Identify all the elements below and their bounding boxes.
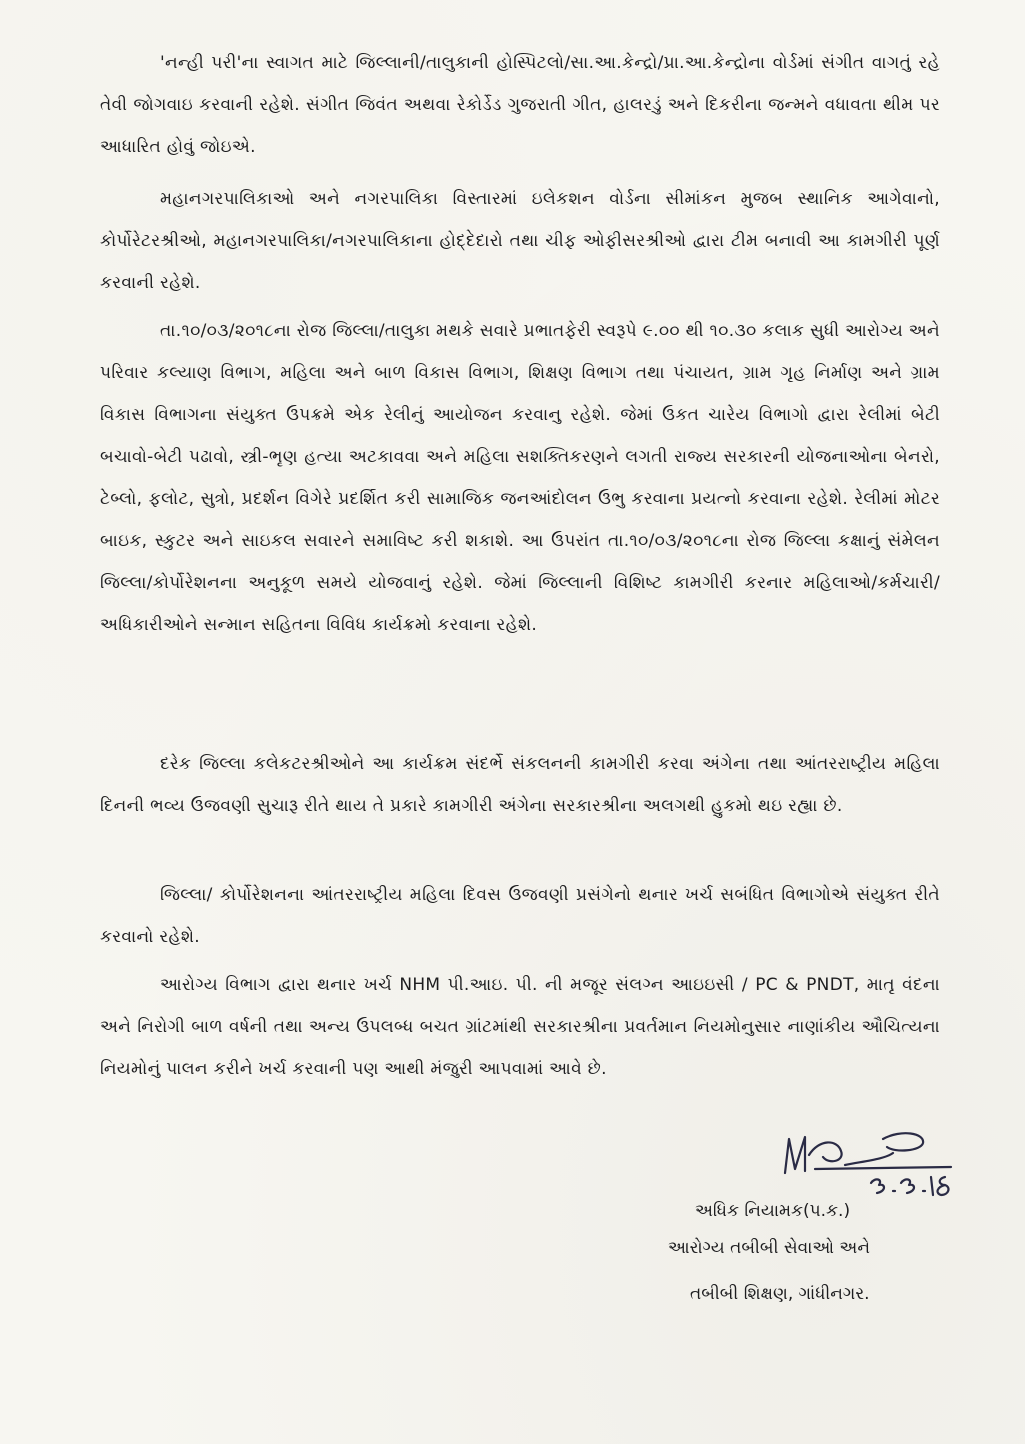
paragraph-rally — [100, 310, 940, 646]
paragraph-municipal-teams — [100, 178, 940, 304]
paragraph-text: તા.૧૦/૦૩/૨૦૧૮ના રોજ જિલ્લા/તાલુકા મથકે સવારે પ્રભાતફેરી સ્વરૂપે ૯.૦૦ થી ૧૦.૩૦ કલાક સુધી આરોગ્ય અને પરિવાર કલ્યાણ વિભાગ, મહિલા અને બાળ વિકાસ વિભાગ, શિક્ષણ વિભાગ તથા પંચાયત, ગ્રામ ગૃહ નિર્માણ અને ગ્રામ વિકાસ વિભાગના સંયુક્ત ઉપક્રમે એક રેલીનું આયોજન કરવાનુ રહેશે. જેમાં ઉકત ચારેય વિભાગો દ્વારા રેલીમાં બેટી બચાવો-બેટી પઢાવો, સ્ત્રી-ભૃણ હત્યા અટકાવવા અને મહિલા સશક્તિકરણને લગતી રાજ્ય સરકારની યોજનાઓના બેનરો, ટેબ્લો, ફલોટ, સુત્રો, પ્રદર્શન વિગેરે પ્રદર્શિત કરી સામાજિક જનઆંદોલન ઉભુ કરવાના પ્રયત્નો કરવાના રહેશે. રેલીમાં મોટર બાઇક, સ્કુટર અને સાઇકલ સવારને સમાવિષ્ટ કરી શકાશે. આ ઉપરાંત તા.૧૦/૦૩/૨૦૧૮ના રોજ જિલ્લા કક્ષાનું સંમેલન જિલ્લા/કોર્પોરેશનના અનુકૂળ સમયે યોજવાનું રહેશે. જેમાં જિલ્લાની વિશિષ્ટ કામગીરી કરનાર મહિલાઓ/કર્મચારી/અધિકારીઓને સન્માન સહિતના વિવિધ કાર્યક્રમો કરવાના રહેશે. — [100, 321, 940, 635]
paragraph-expenses-health — [100, 964, 940, 1090]
signatory-department: આરોગ્ય તબીબી સેવાઓ અને — [668, 1238, 870, 1258]
paragraph-text: જિલ્લા/ કોર્પોરેશનના આંતરરાષ્ટ્રીય મહિલા દિવસ ઉજવણી પ્રસંગેનો થનાર ખર્ચ સબંધિત વિભાગોએ સંયુક્ત રીતે કરવાનો રહેશે. — [100, 885, 940, 947]
paragraph-expenses-district — [100, 874, 940, 958]
paragraph-text: આરોગ્ય વિભાગ દ્વારા થનાર ખર્ચ NHM પી.આઇ. પી. ની મજૂર સંલગ્ન આઇઇસી / PC & PNDT, માતૃ વંદના અને નિરોગી બાળ વર્ષની તથા અન્ય ઉપલબ્ધ બચત ગ્રાંટમાંથી સરકારશ્રીના પ્રવર્તમાન નિયમોનુસાર નાણાંકીય ઔચિત્યના નિયમોનું પાલન કરીને ખર્ચ કરવાની પણ આથી મંજુરી આપવામાં આવે છે. — [100, 975, 940, 1079]
signatory-title: અધિક નિયામક(પ.ક.) — [695, 1201, 851, 1221]
paragraph-text: મહાનગરપાલિકાઓ અને નગરપાલિકા વિસ્તારમાં ઇલેકશન વોર્ડના સીમાંકન મુજબ સ્થાનિક આગેવાનો, કોર્પોરેટરશ્રીઓ, મહાનગરપાલિકા/નગરપાલિકાના હોદ્દેદારો તથા ચીફ ઓફીસરશ્રીઓ દ્વારા ટીમ બનાવી આ કામગીરી પૂર્ણ કરવાની રહેશે. — [100, 189, 940, 293]
signatory-place: તબીબી શિક્ષણ, ગાંધીનગર. — [690, 1284, 870, 1304]
paragraph-text: 'નન્હી પરી'ના સ્વાગત માટે જિલ્લાની/તાલુકાની હોસ્પિટલો/સા.આ.કેન્દ્રો/પ્રા.આ.કેન્દ્રોના વોર્ડમાં સંગીત વાગતું રહે તેવી જોગવાઇ કરવાની રહેશે. સંગીત જિવંત અથવા રેકોર્ડેડ ગુજરાતી ગીત, હાલરડું અને દિકરીના જન્મને વધાવતા થીમ પર આધારિત હોવું જોઇએ. — [100, 53, 940, 157]
paragraph-music-in-wards — [100, 42, 940, 168]
paragraph-collectors — [100, 743, 940, 827]
paragraph-text: દરેક જિલ્લા કલેકટરશ્રીઓને આ કાર્યક્રમ સંદર્ભે સંકલનની કામગીરી કરવા અંગેના તથા આંતરરાષ્ટ્રીય મહિલા દિનની ભવ્ય ઉજવણી સુચારૂ રીતે થાય તે પ્રકારે કામગીરી અંગેના સરકારશ્રીના અલગથી હુકમો થઇ રહ્યા છે. — [100, 754, 940, 816]
